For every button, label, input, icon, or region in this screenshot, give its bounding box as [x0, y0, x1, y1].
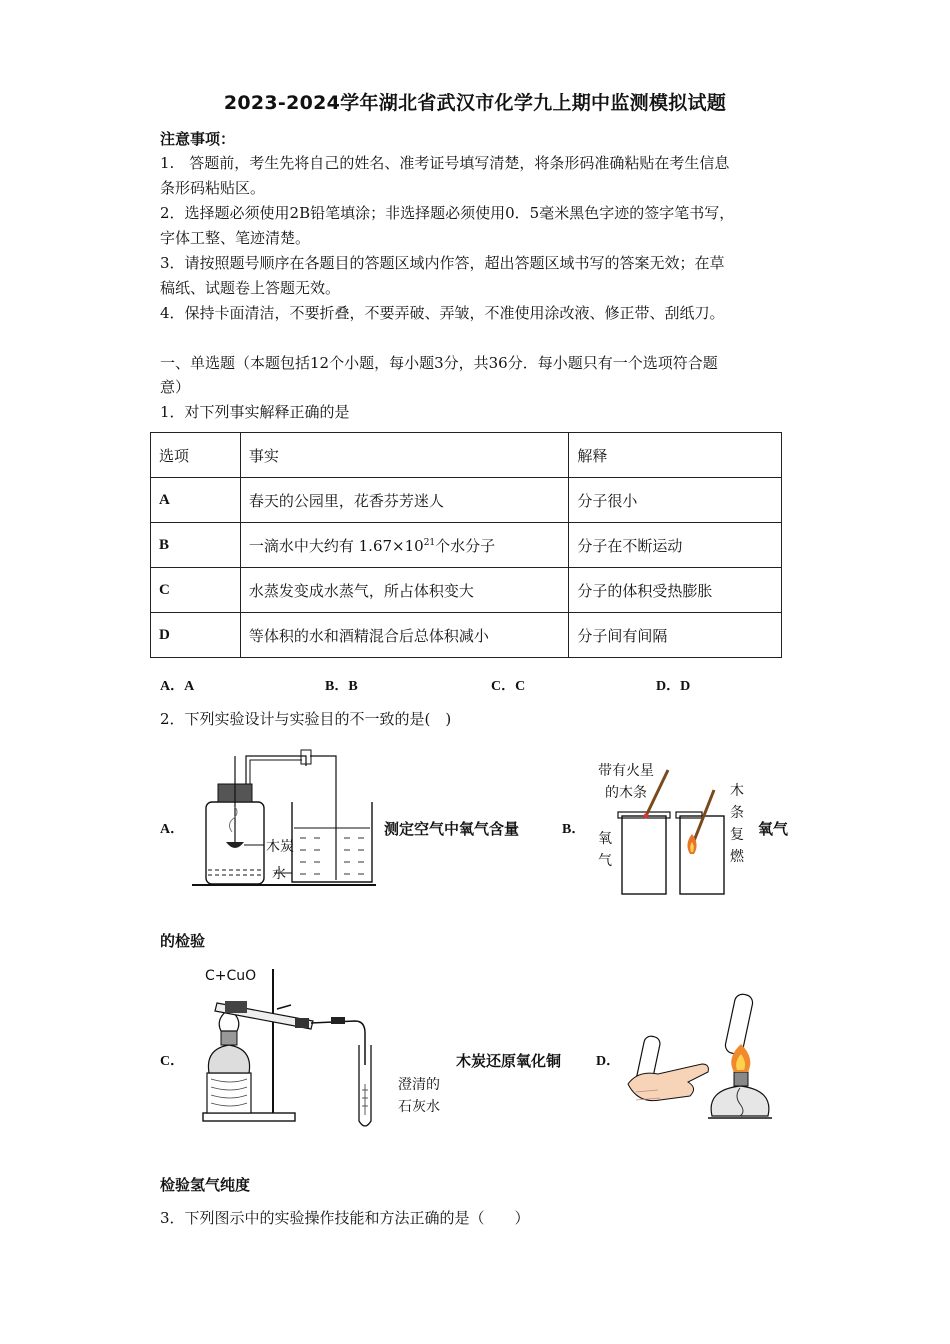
row-fact: [240, 523, 569, 568]
header-fact: 事实: [240, 433, 569, 478]
table-header-row: [151, 433, 782, 478]
stick-label-top: 带有火星: [598, 763, 654, 779]
q2-stem: 2．下列实验设计与实验目的不一致的是( ): [160, 710, 452, 728]
q2-option-b-text: 氧气: [758, 820, 789, 838]
row-explain: 分子的体积受热膨胀: [569, 568, 782, 613]
row-option: C: [151, 568, 241, 613]
row-explain: 分子在不断运动: [569, 523, 782, 568]
relight-char-2: 条: [730, 805, 744, 821]
q2-option-c-label[interactable]: C．: [160, 1054, 185, 1069]
header-explain: 解释: [569, 433, 782, 478]
q1-table: [150, 432, 782, 658]
fact-exponent: 21: [423, 537, 436, 548]
relight-char-4: 燃: [730, 849, 744, 865]
notice-line-2: 条形码粘贴区。: [160, 179, 266, 197]
row-option: B: [151, 523, 241, 568]
q2-option-b-text-cont: 的检验: [160, 932, 206, 950]
q1-choice-d[interactable]: D．D: [656, 679, 691, 694]
q1-choice-a[interactable]: A．A: [160, 679, 195, 694]
charcoal-label: 木炭: [266, 839, 294, 855]
row-explain: 分子间有间隔: [569, 613, 782, 658]
reagent-label: C+CuO: [205, 968, 257, 984]
q1-stem: 1．对下列事实解释正确的是: [160, 403, 350, 421]
q1-choice-c[interactable]: C．C: [491, 679, 526, 694]
header-option: 选项: [151, 433, 241, 478]
left-gas-char-2: 气: [598, 853, 612, 869]
notice-line-3: 2．选择题必须使用2B铅笔填涂；非选择题必须使用0．5毫米黑色字迹的签字笔书写，: [160, 204, 735, 222]
row-fact: 春天的公园里，花香芬芳迷人: [240, 478, 569, 523]
table-row: [151, 613, 782, 658]
notice-line-7: 4．保持卡面清洁，不要折叠，不要弄破、弄皱，不准使用涂改液、修正带、刮纸刀。: [160, 304, 725, 322]
relight-char-3: 复: [730, 827, 744, 843]
hydrogen-purity-test-figure: [622, 988, 782, 1128]
left-gas-char-1: 氧: [598, 831, 612, 847]
notice-heading: 注意事项：: [160, 130, 236, 148]
row-fact: 水蒸发变成水蒸气，所占体积变大: [240, 568, 569, 613]
notice-line-4: 字体工整、笔迹清楚。: [160, 229, 311, 247]
section-heading-line-2: 意）: [160, 378, 191, 396]
q2-option-c-text: 木炭还原氧化铜: [456, 1052, 562, 1070]
stick-label-bottom: 的木条: [605, 785, 647, 801]
q2-option-b-label[interactable]: B．: [562, 822, 586, 837]
fact-text-end: 个水分子: [435, 536, 496, 555]
q2-option-a-text: 测定空气中氧气含量: [384, 820, 520, 838]
limewater-label-1: 澄清的: [398, 1077, 440, 1093]
charcoal-reduction-figure: [195, 965, 405, 1130]
row-explain: 分子很小: [569, 478, 782, 523]
notice-line-6: 稿纸、试题卷上答题无效。: [160, 279, 341, 297]
q3-stem: 3．下列图示中的实验操作技能和方法正确的是（ ）: [160, 1209, 530, 1227]
fact-text: 一滴水中大约有 1.67×10: [248, 536, 424, 555]
relight-char-1: 木: [730, 783, 744, 799]
row-option: A: [151, 478, 241, 523]
notice-line-5: 3．请按照题号顺序在各题目的答题区域内作答，超出答题区域书写的答案无效；在草: [160, 254, 725, 272]
row-option: D: [151, 613, 241, 658]
page-title: 2023-2024学年湖北省武汉市化学九上期中监测模拟试题: [223, 92, 727, 114]
table-row: [151, 568, 782, 613]
table-row: [151, 478, 782, 523]
section-heading-line-1: 一、单选题（本题包括12个小题，每小题3分，共36分．每小题只有一个选项符合题: [160, 354, 718, 372]
limewater-label-2: 石灰水: [398, 1099, 440, 1115]
water-label: 水: [272, 866, 286, 882]
q1-choice-b[interactable]: B．B: [325, 679, 358, 694]
notice-line-1: 1. 答题前，考生先将自己的姓名、准考证号填写清楚，将条形码准确粘贴在考生信息: [160, 154, 730, 172]
q2-option-d-label[interactable]: D．: [596, 1054, 621, 1069]
table-row: [151, 523, 782, 568]
q2-option-a-label[interactable]: A．: [160, 822, 185, 837]
q2-option-d-text: 检验氢气纯度: [160, 1176, 251, 1194]
row-fact: 等体积的水和酒精混合后总体积减小: [240, 613, 569, 658]
